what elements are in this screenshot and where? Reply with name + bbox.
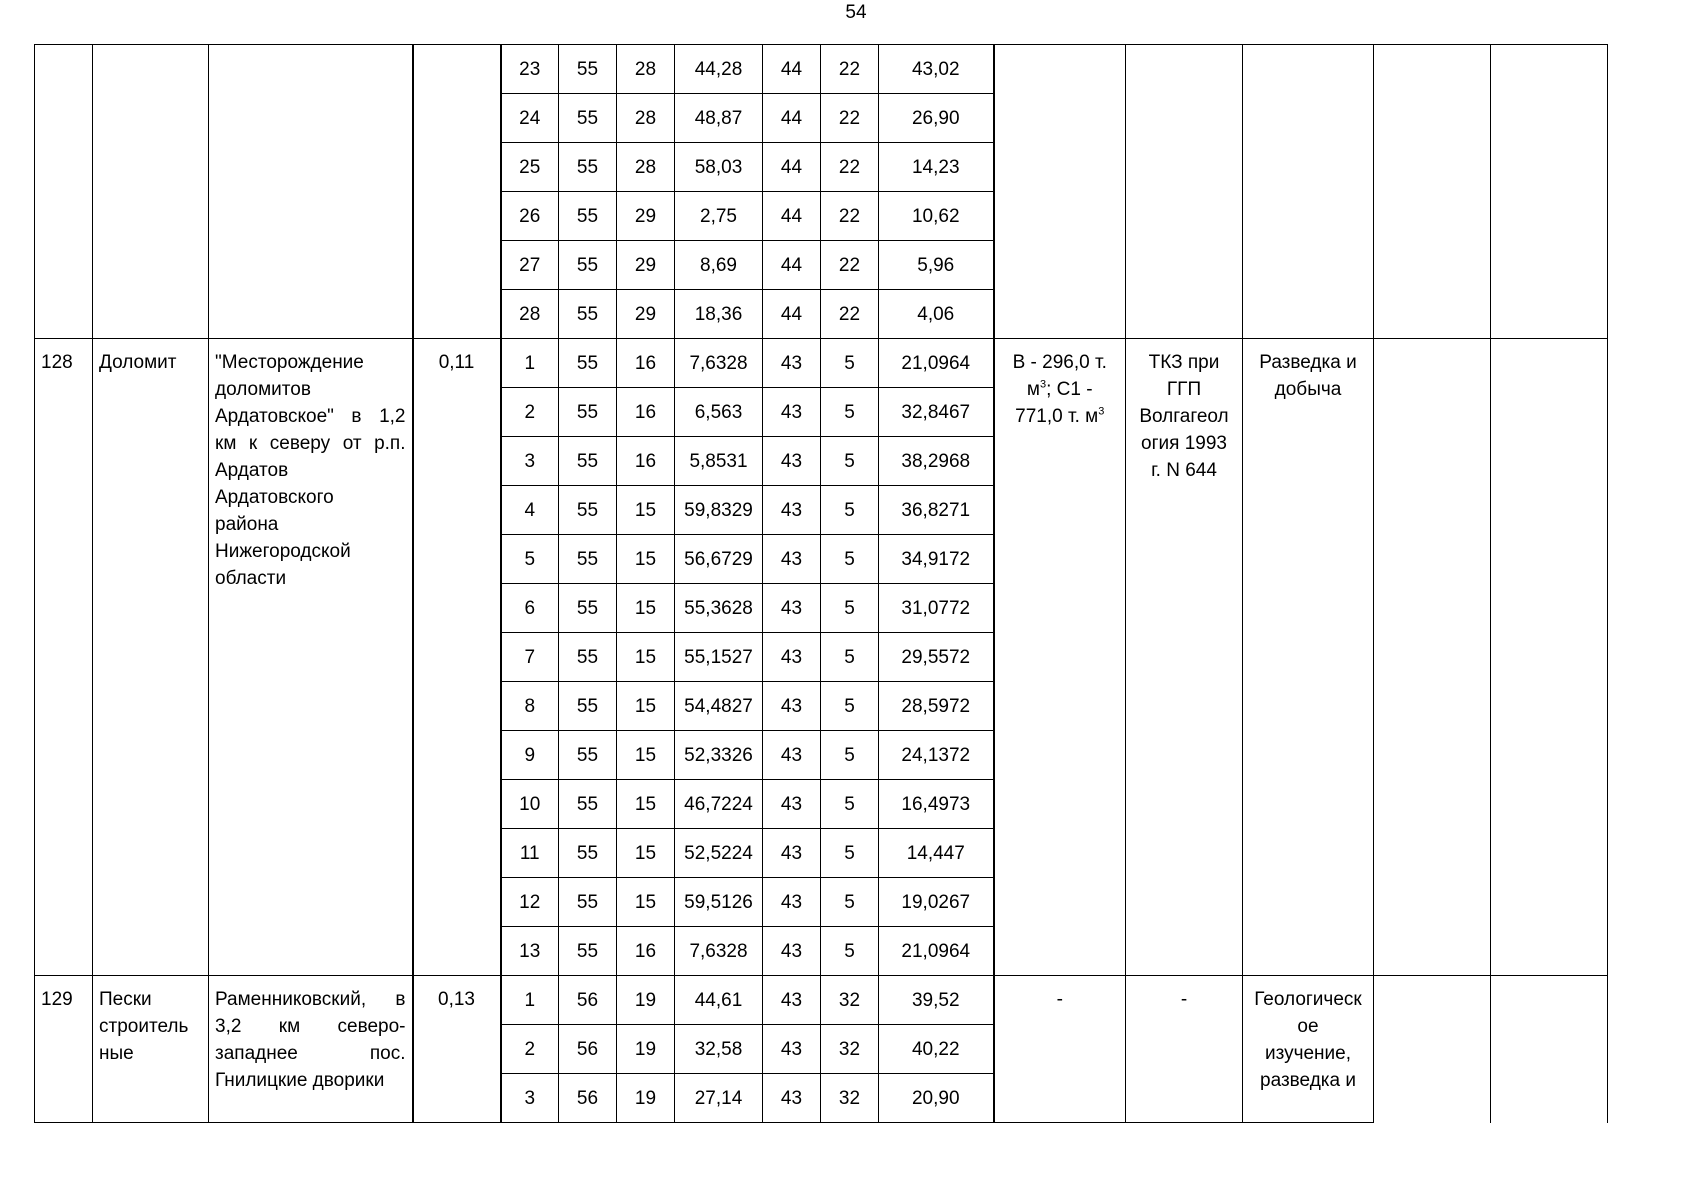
lat-sec: 7,6328 xyxy=(675,927,763,976)
area-value: 0,13 xyxy=(413,976,501,1123)
lat-deg: 56 xyxy=(559,1025,617,1074)
lon-deg: 43 xyxy=(763,437,821,486)
lat-deg: 55 xyxy=(559,45,617,94)
lat-deg: 55 xyxy=(559,192,617,241)
point-number: 28 xyxy=(501,290,559,339)
lon-min: 22 xyxy=(821,143,879,192)
site-name-line: доломитов xyxy=(215,379,311,400)
reserves-unit: м xyxy=(1026,379,1040,400)
lon-min: 5 xyxy=(821,731,879,780)
lat-deg: 55 xyxy=(559,927,617,976)
lon-deg: 43 xyxy=(763,976,821,1025)
lat-sec: 55,3628 xyxy=(675,584,763,633)
lat-sec: 56,6729 xyxy=(675,535,763,584)
lon-min: 5 xyxy=(821,878,879,927)
lon-min: 5 xyxy=(821,927,879,976)
point-number: 24 xyxy=(501,94,559,143)
point-number: 1 xyxy=(501,339,559,388)
lon-deg: 44 xyxy=(763,45,821,94)
lat-deg: 55 xyxy=(559,780,617,829)
site-name xyxy=(209,339,413,976)
reserves-superscript: 3 xyxy=(1098,405,1105,418)
lon-min: 22 xyxy=(821,192,879,241)
number-cell xyxy=(35,45,93,339)
lon-deg: 43 xyxy=(763,878,821,927)
approval-cell xyxy=(1126,45,1243,339)
use-type-line: ое xyxy=(1297,1016,1319,1037)
lon-deg: 43 xyxy=(763,486,821,535)
lat-deg: 55 xyxy=(559,731,617,780)
extra-cell-2 xyxy=(1491,339,1608,976)
lon-min: 5 xyxy=(821,486,879,535)
point-number: 3 xyxy=(501,437,559,486)
point-number: 8 xyxy=(501,682,559,731)
lon-sec: 14,23 xyxy=(879,143,994,192)
use-type-line: разведка и xyxy=(1260,1070,1356,1091)
coordinate-row xyxy=(35,339,1608,388)
lat-sec: 54,4827 xyxy=(675,682,763,731)
reserves-value xyxy=(994,339,1126,976)
point-number: 1 xyxy=(501,976,559,1025)
point-number: 27 xyxy=(501,241,559,290)
lon-sec: 4,06 xyxy=(879,290,994,339)
lat-sec: 52,3326 xyxy=(675,731,763,780)
lat-deg: 55 xyxy=(559,94,617,143)
lat-sec: 55,1527 xyxy=(675,633,763,682)
site-name-line: Ардатов xyxy=(215,460,289,481)
lon-sec: 14,447 xyxy=(879,829,994,878)
site-name-line: района xyxy=(215,514,279,535)
lat-min: 19 xyxy=(617,1074,675,1123)
mineral-name: Доломит xyxy=(93,339,209,976)
lon-min: 5 xyxy=(821,584,879,633)
site-name xyxy=(209,976,413,1123)
lon-min: 5 xyxy=(821,388,879,437)
lat-deg: 55 xyxy=(559,829,617,878)
lon-deg: 43 xyxy=(763,829,821,878)
point-number: 23 xyxy=(501,45,559,94)
lon-min: 5 xyxy=(821,829,879,878)
entry-number: 129 xyxy=(35,976,93,1123)
lat-deg: 55 xyxy=(559,290,617,339)
lat-deg: 55 xyxy=(559,339,617,388)
lon-min: 5 xyxy=(821,437,879,486)
approval-line: г. N 644 xyxy=(1151,460,1217,481)
lat-sec: 32,58 xyxy=(675,1025,763,1074)
mineral-name-line: ные xyxy=(99,1043,134,1064)
lon-sec: 20,90 xyxy=(879,1074,994,1123)
lon-sec: 21,0964 xyxy=(879,339,994,388)
lat-deg: 55 xyxy=(559,633,617,682)
use-type-line: Разведка и xyxy=(1259,352,1357,373)
subsoil-registry-table xyxy=(34,44,1608,1123)
entry-number: 128 xyxy=(35,339,93,976)
site-name-line: Нижегородской xyxy=(215,541,351,562)
lon-sec: 36,8271 xyxy=(879,486,994,535)
lat-deg: 55 xyxy=(559,241,617,290)
lon-deg: 44 xyxy=(763,241,821,290)
lat-sec: 5,8531 xyxy=(675,437,763,486)
extra-cell-1 xyxy=(1374,976,1491,1123)
lat-deg: 56 xyxy=(559,1074,617,1123)
lon-deg: 43 xyxy=(763,731,821,780)
use-type xyxy=(1243,976,1374,1123)
area-cell xyxy=(413,45,501,339)
approval-document xyxy=(1126,339,1243,976)
lon-min: 22 xyxy=(821,290,879,339)
lon-deg: 43 xyxy=(763,633,821,682)
lat-sec: 2,75 xyxy=(675,192,763,241)
extra-cell-2 xyxy=(1491,976,1608,1123)
lon-deg: 43 xyxy=(763,339,821,388)
site-name-line: км к северу от р.п. xyxy=(215,433,406,454)
lon-min: 32 xyxy=(821,1025,879,1074)
lat-min: 15 xyxy=(617,535,675,584)
extra-cell-2 xyxy=(1491,45,1608,339)
site-name-line: западнее пос. xyxy=(215,1043,406,1064)
lon-min: 5 xyxy=(821,682,879,731)
point-number: 3 xyxy=(501,1074,559,1123)
lon-min: 5 xyxy=(821,535,879,584)
reserves-line-3 xyxy=(999,403,1122,430)
lon-min: 22 xyxy=(821,94,879,143)
lon-sec: 32,8467 xyxy=(879,388,994,437)
lat-deg: 55 xyxy=(559,878,617,927)
reserves-superscript: 3 xyxy=(1039,378,1047,391)
approval-line: Волгагеол xyxy=(1139,406,1229,427)
lon-sec: 19,0267 xyxy=(879,878,994,927)
lon-sec: 26,90 xyxy=(879,94,994,143)
reserves-c1-label: ; С1 - xyxy=(1046,379,1093,400)
lat-sec: 18,36 xyxy=(675,290,763,339)
lon-deg: 44 xyxy=(763,192,821,241)
lat-deg: 55 xyxy=(559,682,617,731)
lat-min: 15 xyxy=(617,633,675,682)
lat-min: 15 xyxy=(617,780,675,829)
lat-min: 16 xyxy=(617,927,675,976)
reserves-value: - xyxy=(994,976,1126,1123)
lat-sec: 46,7224 xyxy=(675,780,763,829)
lat-sec: 59,5126 xyxy=(675,878,763,927)
lon-deg: 43 xyxy=(763,780,821,829)
use-type-line: Геологическ xyxy=(1254,989,1362,1010)
lon-sec: 29,5572 xyxy=(879,633,994,682)
area-value: 0,11 xyxy=(413,339,501,976)
lon-sec: 39,52 xyxy=(879,976,994,1025)
approval-line: ТКЗ при xyxy=(1148,352,1220,373)
lat-sec: 58,03 xyxy=(675,143,763,192)
lat-min: 15 xyxy=(617,731,675,780)
lat-sec: 59,8329 xyxy=(675,486,763,535)
mineral-name-line: Пески xyxy=(99,989,152,1010)
lon-deg: 44 xyxy=(763,290,821,339)
lon-deg: 43 xyxy=(763,927,821,976)
point-number: 6 xyxy=(501,584,559,633)
lat-min: 15 xyxy=(617,829,675,878)
point-number: 2 xyxy=(501,1025,559,1074)
lon-sec: 38,2968 xyxy=(879,437,994,486)
lat-deg: 55 xyxy=(559,143,617,192)
lat-min: 29 xyxy=(617,290,675,339)
reserves-cell xyxy=(994,45,1126,339)
point-number: 10 xyxy=(501,780,559,829)
lat-deg: 55 xyxy=(559,437,617,486)
lon-sec: 24,1372 xyxy=(879,731,994,780)
approval-line: огия 1993 xyxy=(1141,433,1227,454)
point-number: 25 xyxy=(501,143,559,192)
lat-min: 15 xyxy=(617,682,675,731)
approval-document: - xyxy=(1126,976,1243,1123)
lat-min: 15 xyxy=(617,878,675,927)
lon-min: 22 xyxy=(821,45,879,94)
use-type xyxy=(1243,339,1374,976)
site-name-line: "Месторождение xyxy=(215,352,364,373)
lat-min: 15 xyxy=(617,584,675,633)
point-number: 12 xyxy=(501,878,559,927)
lat-sec: 44,28 xyxy=(675,45,763,94)
lat-min: 19 xyxy=(617,1025,675,1074)
mineral-name-line: строитель xyxy=(99,1016,189,1037)
lat-sec: 52,5224 xyxy=(675,829,763,878)
point-number: 9 xyxy=(501,731,559,780)
use-type-line: изучение, xyxy=(1264,1043,1352,1064)
lon-deg: 44 xyxy=(763,143,821,192)
lat-deg: 56 xyxy=(559,976,617,1025)
lat-sec: 48,87 xyxy=(675,94,763,143)
lon-sec: 5,96 xyxy=(879,241,994,290)
site-name-line: 3,2 км северо- xyxy=(215,1016,406,1037)
lon-sec: 21,0964 xyxy=(879,927,994,976)
lon-sec: 28,5972 xyxy=(879,682,994,731)
point-number: 13 xyxy=(501,927,559,976)
point-number: 5 xyxy=(501,535,559,584)
lat-sec: 8,69 xyxy=(675,241,763,290)
site-name-line: Ардатовское" в 1,2 xyxy=(215,406,406,427)
lat-min: 29 xyxy=(617,192,675,241)
lon-deg: 43 xyxy=(763,535,821,584)
lat-deg: 55 xyxy=(559,535,617,584)
lon-min: 32 xyxy=(821,1074,879,1123)
lon-sec: 16,4973 xyxy=(879,780,994,829)
point-number: 26 xyxy=(501,192,559,241)
point-number: 7 xyxy=(501,633,559,682)
lat-deg: 55 xyxy=(559,486,617,535)
lat-sec: 7,6328 xyxy=(675,339,763,388)
lat-deg: 55 xyxy=(559,388,617,437)
page-number: 54 xyxy=(845,2,867,23)
coordinate-row xyxy=(35,976,1608,1025)
approval-line: ГГП xyxy=(1166,379,1202,400)
lon-deg: 44 xyxy=(763,94,821,143)
lat-min: 28 xyxy=(617,143,675,192)
lat-min: 16 xyxy=(617,388,675,437)
mineral-name xyxy=(93,976,209,1123)
lon-deg: 43 xyxy=(763,682,821,731)
lon-min: 5 xyxy=(821,633,879,682)
lon-deg: 43 xyxy=(763,1074,821,1123)
site-name-line: Гнилицкие дворики xyxy=(215,1070,385,1091)
mineral-cell xyxy=(93,45,209,339)
lat-min: 16 xyxy=(617,437,675,486)
lon-min: 5 xyxy=(821,339,879,388)
lon-min: 5 xyxy=(821,780,879,829)
use-type-cell xyxy=(1243,45,1374,339)
extra-cell-1 xyxy=(1374,339,1491,976)
lon-sec: 10,62 xyxy=(879,192,994,241)
lon-sec: 34,9172 xyxy=(879,535,994,584)
point-number: 2 xyxy=(501,388,559,437)
site-name-line: Ардатовского xyxy=(215,487,334,508)
site-name-cell xyxy=(209,45,413,339)
lat-min: 29 xyxy=(617,241,675,290)
reserves-b: В - 296,0 т. xyxy=(1012,352,1107,373)
lon-sec: 31,0772 xyxy=(879,584,994,633)
lon-sec: 40,22 xyxy=(879,1025,994,1074)
extra-cell-1 xyxy=(1374,45,1491,339)
lat-min: 15 xyxy=(617,486,675,535)
site-name-line: Раменниковский, в xyxy=(215,989,406,1010)
lat-min: 28 xyxy=(617,45,675,94)
point-number: 11 xyxy=(501,829,559,878)
lat-sec: 44,61 xyxy=(675,976,763,1025)
reserves-c1-value: 771,0 т. м xyxy=(1015,406,1099,427)
lon-sec: 43,02 xyxy=(879,45,994,94)
lon-deg: 43 xyxy=(763,1025,821,1074)
use-type-line: добыча xyxy=(1274,379,1342,400)
lon-deg: 43 xyxy=(763,388,821,437)
lat-sec: 27,14 xyxy=(675,1074,763,1123)
coordinate-row xyxy=(35,45,1608,94)
lat-min: 16 xyxy=(617,339,675,388)
lat-sec: 6,563 xyxy=(675,388,763,437)
site-name-line: области xyxy=(215,568,287,589)
point-number: 4 xyxy=(501,486,559,535)
lat-min: 28 xyxy=(617,94,675,143)
lat-min: 19 xyxy=(617,976,675,1025)
reserves-line-2 xyxy=(999,376,1122,403)
lon-min: 22 xyxy=(821,241,879,290)
lon-min: 32 xyxy=(821,976,879,1025)
lon-deg: 43 xyxy=(763,584,821,633)
lat-deg: 55 xyxy=(559,584,617,633)
